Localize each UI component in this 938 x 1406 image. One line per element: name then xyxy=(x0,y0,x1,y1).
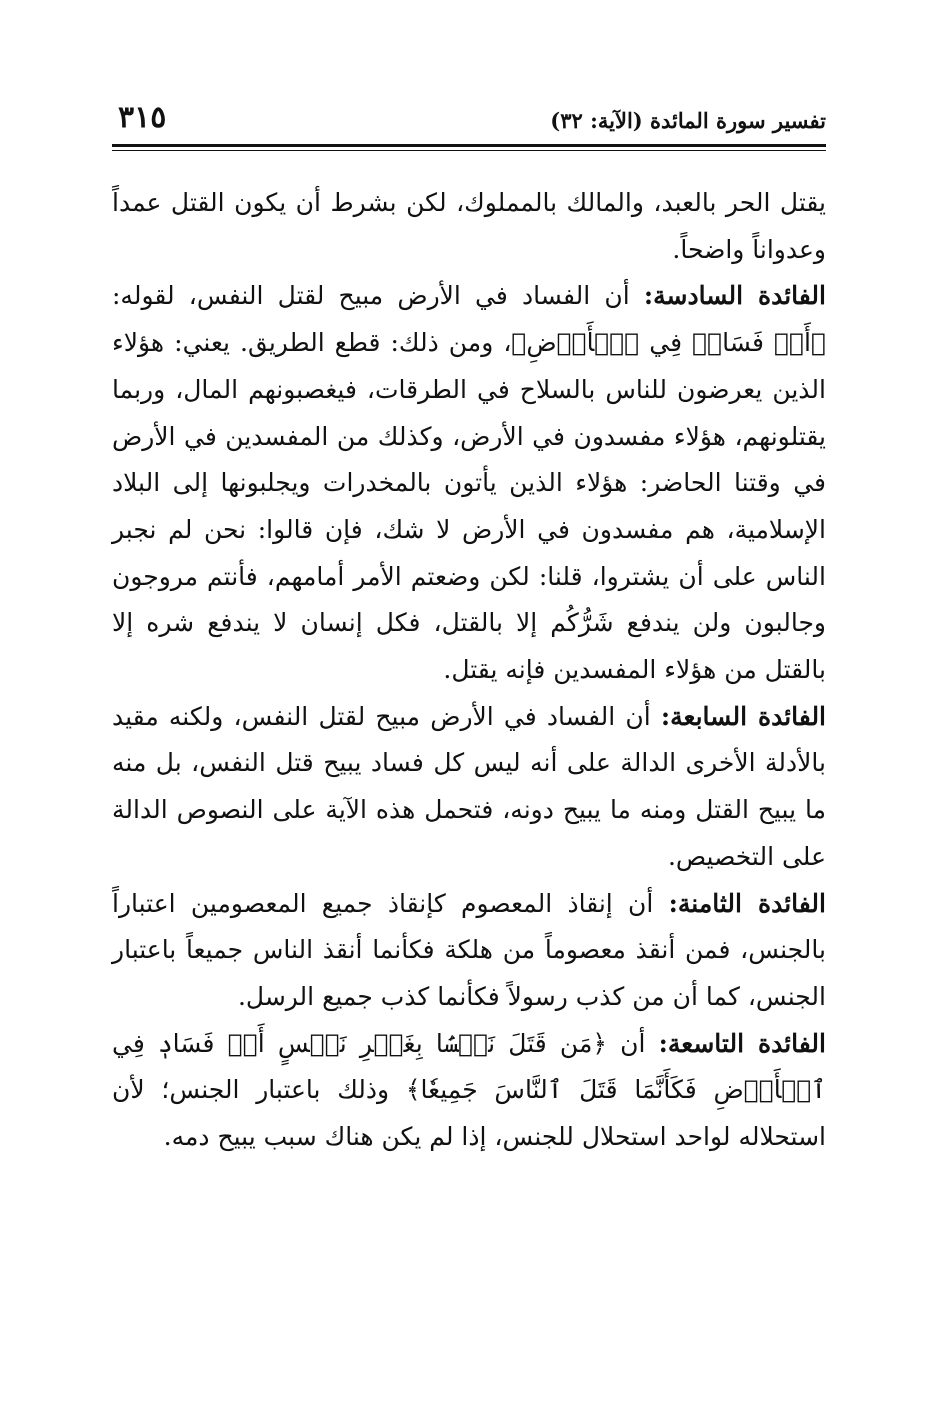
paragraph-1 xyxy=(112,180,826,273)
page-header xyxy=(112,96,826,140)
paragraph-5-text: أن ﴿مَن قَتَلَ نَفۡسَۢا بِغَيۡرِ نَفۡسٍ أَوۡ فَسَادٖ فِي ٱلۡأَرۡضِ فَكَأَنَّمَا قَتَلَ ٱلنَّاسَ جَمِيعٗا﴾ وذلك باعتبار الجنس؛ لأن استحلاله لواحد استحلال للجنس، إذا لم يكن هناك سبب يبيح دمه. xyxy=(112,1028,826,1152)
paragraph-3-heading: الفائدة السابعة: xyxy=(660,701,827,731)
paragraph-5 xyxy=(112,1021,826,1161)
paragraph-2-heading: الفائدة السادسة: xyxy=(643,281,826,311)
paragraph-2-text: أن الفساد في الأرض مبيح لقتل النفس، لقوله: ﴿أَوۡ فَسَادٖ فِي ٱلۡأَرۡضِ﴾، ومن ذلك: قطع الطريق. يعني: هؤلاء الذين يعرضون للناس بالسلاح في الطرقات، فيغصبونهم المال، وربما يقتلونهم، هؤلاء مفسدون في الأرض، وكذلك من المفسدين في الأرض في وقتنا الحاضر: هؤلاء الذين يأتون بالمخدرات ويجلبونها إلى البلاد الإسلامية، هم مفسدون في الأرض لا شك، فإن قالوا: نحن لم نجبر الناس على أن يشتروا، قلنا: لكن وضعتم الأمر أمامهم، فأنتم مروجون وجالبون ولن يندفع شَرُّكُم إلا بالقتل، فكل إنسان لا يندفع شره إلا بالقتل من هؤلاء المفسدين فإنه يقتل. xyxy=(112,281,826,685)
paragraph-3 xyxy=(112,694,826,881)
header-rule-thick xyxy=(112,144,826,147)
paragraph-2 xyxy=(112,273,826,693)
body-text xyxy=(112,180,826,1161)
header-rule-thin xyxy=(112,150,826,151)
running-title: تفسير سورة المائدة (الآية: ٣٢) xyxy=(550,108,826,133)
paragraph-1-text: يقتل الحر بالعبد، والمالك بالمملوك، لكن بشرط أن يكون القتل عمداً وعدواناً واضحاً. xyxy=(112,188,826,264)
paragraph-4-text: أن إنقاذ المعصوم كإنقاذ جميع المعصومين اعتباراً بالجنس، فمن أنقذ معصوماً من هلكة فكأنما أنقذ الناس جميعاً باعتبار الجنس، كما أن من كذب رسولاً فكأنما كذب جميع الرسل. xyxy=(112,888,826,1011)
paragraph-5-heading: الفائدة التاسعة: xyxy=(658,1028,826,1058)
paragraph-4-heading: الفائدة الثامنة: xyxy=(668,888,826,918)
paragraph-3-text: أن الفساد في الأرض مبيح لقتل النفس، ولكنه مقيد بالأدلة الأخرى الدالة على أنه ليس كل فساد يبيح قتل النفس، بل منه ما يبيح القتل ومنه ما يبيح دونه، فتحمل هذه الآية على النصوص الدالة على التخصيص. xyxy=(112,701,826,871)
paragraph-4 xyxy=(112,881,826,1021)
page-number: ٣١٥ xyxy=(118,100,167,135)
book-page xyxy=(112,96,826,1346)
